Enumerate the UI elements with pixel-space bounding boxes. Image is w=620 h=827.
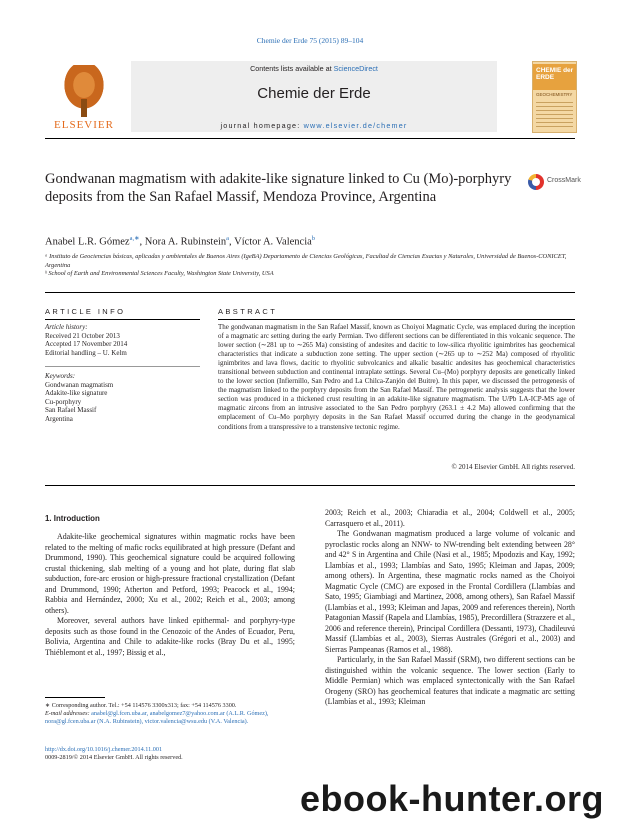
abstract-text: The gondwanan magmatism in the San Rafael Massif, known as Choiyoi Magmatic Cycle, was emplaced during the inception of a magmatic arc setting during the early Permian. Two different sections can be differentiated in this volcanic sequence. The lower section (∼281 up to ∼265 Ma) consisting of andesites and dacitic to low-silica rhyolitic ignimbrites has geochemical characteristics that indicate a subduction zone setting. The upper section (∼265 up to ∼252 Ma) composed of rhyolitic ignimbrites and lava flows, dacitic to rhyolitic subvolcanics and alkalic basaltic andesites has geochemical characteristics transitional between subduction and continental intraplate settings. Several Cu–(Mo) porphyry deposits are genetically linked to the lower section (Infiernillo, San Pedro and La Chilca-Zanjón del Buitre). In this paper, we discussed the petrogenesis of the magmatism linked to the porphyry deposits from the San Rafael Massif. The petrogenetic analysis suggests that the lower section was produced in a thickened crust resulting in an adakite-like signature magmatism. The U/Pb LA-ICP-MS age of magmatic zircons from an intrusive associated to the San Pedro porphyry (263.1 ± 4.2 Ma) allowed confirming that the emplacement of Cu–Mo porphyry deposits in the San Rafael Massif occurred during the change in the geodynamical conditions from a transpressive to a transtensive tectonic regime. — [218, 323, 575, 431]
history-label: Article history: — [45, 323, 88, 331]
section-heading: 1. Introduction — [45, 514, 100, 523]
article-history — [45, 323, 205, 357]
issn-line: 0009-2819/© 2014 Elsevier GmbH. All rights reserved. — [45, 754, 183, 762]
author-name: Víctor A. Valencia — [234, 236, 312, 248]
homepage-line: journal homepage: www.elsevier.de/chemer — [220, 121, 408, 130]
paragraph: Moreover, several authors have linked epithermal- and porphyry-type deposits such as those found in the Cenozoic of the Andes of Ecuador, Peru, Bolivia, Argentina and Chile to adakite-like rocks (Bray Du et al., 1995; Thiéblemont et al., 1997; Bissig et al., — [45, 616, 295, 657]
sciencedirect-link[interactable]: ScienceDirect — [333, 64, 378, 73]
keyword-item: Gondwanan magmatism — [45, 380, 114, 389]
homepage-link[interactable]: www.elsevier.de/chemer — [303, 121, 408, 130]
author-sup[interactable]: a,∗ — [129, 235, 140, 242]
cover-lines — [536, 102, 573, 128]
journal-banner — [131, 61, 497, 132]
keyword-item: Cu-porphyry — [45, 397, 82, 406]
keywords-rule — [45, 366, 200, 367]
abstract-rule — [218, 319, 575, 320]
elsevier-logo — [45, 61, 123, 133]
doi-block — [45, 746, 295, 762]
keywords — [45, 372, 205, 424]
author-name: Nora A. Rubinstein — [144, 236, 227, 248]
paragraph: The Gondwanan magmatism produced a large volume of volcanic and pyroclastic rocks along an NNW- to NW-trending belt extending between 28° and 42° S in Argentina and Chile (Nasi et al., 1985; Mpodozis and Kay, 1992; Llambías et al., 1993; Llambías and Sato, 1995; Kleiman and Japas, 2009; among others). In Argentina, these magmatic rocks named as the Choiyoi Magmatic Cycle (CMC) are exposed in the Frontal Cordillera (Llambías and Sato, 1995; Giambiagi and Martinez, 2008, among others), San Rafael Massif (Llambías et al., 1993; Kleiman and Japas, 2009 and references therein), North Patagonian Massif (Rapela and Llambías, 1985), Precordillera (Strazzere et al., 2006 and reference therein), Principal Cordillera (Dessanti, 1973), Chadileuvú Massif (Llambías et al., 2003), Sierras Australes (Grégori et al., 2003) and Sierras Pampeanas (Ramos et al., 1988). — [325, 529, 575, 654]
right-column — [325, 508, 575, 708]
affiliation-b: ᵇ School of Earth and Environmental Sciences Faculty, Washington State University, USA — [45, 270, 274, 277]
article-info-rule — [45, 319, 200, 320]
journal-cover-thumbnail — [532, 61, 577, 133]
publisher-name: ELSEVIER — [54, 119, 114, 131]
body-divider — [45, 485, 575, 486]
keywords-label: Keywords: — [45, 372, 76, 380]
history-item: Received 21 October 2013 — [45, 331, 120, 340]
crossmark-label: CrossMark — [547, 177, 581, 184]
author-list: Anabel L.R. Gómez$^{a,∗}$, Nora A. Rubinstein$^a$, Víctor A. Valencia$^b$ — [45, 235, 316, 248]
contents-line: Contents lists available at ScienceDirect — [250, 64, 378, 73]
journal-name: Chemie der Erde — [257, 85, 371, 102]
email-links[interactable]: anabel@gl.fcen.uba.ar, anabelgomez7@yahoo.com.ar (A.L.R. Gómez), nora@gl.fcen.uba.ar (N.A. Rubinstein), victor.valencia@wsu.edu (V.A. Valencia). — [45, 710, 269, 726]
article-info-heading: ARTICLE INFO — [45, 307, 126, 316]
doi-link[interactable]: http://dx.doi.org/10.1016/j.chemer.2014.11.001 — [45, 746, 163, 753]
cover-title: CHEMIE der ERDE — [536, 67, 574, 81]
journal-reference[interactable]: Chemie der Erde 75 (2015) 89–104 — [256, 36, 364, 45]
crossmark-badge[interactable] — [528, 174, 584, 194]
keyword-item: San Rafael Massif — [45, 406, 97, 415]
paragraph: Particularly, in the San Rafael Massif (SRM), two different sections can be distinguished within the volcanic sequence. The lower section (Early to Middle Permian) which was emplaced syntectonically with the San Rafael Orogeny (SRO) has geochemical features that indicate a magmatic arc setting (Llambías et al., 1993; Kleiman — [325, 655, 575, 706]
cover-subtitle: GEOCHEMISTRY — [536, 92, 573, 97]
paragraph: 2003; Reich et al., 2003; Chiaradia et al., 2004; Coldwell et al., 2005; Carrasquero et al., 2011). — [325, 508, 575, 528]
affiliation-a: ᵃ Instituto de Geociencias básicas, aplicadas y ambientales de Buenos Aires (IgeBA) Departamento de Ciencias Geológicas, Facultad de Ciencias Exactas y Naturales, Universidad de Buenos-CONICET, Argentina — [45, 253, 567, 269]
keyword-item: Argentina — [45, 414, 73, 423]
trunk-icon — [81, 99, 87, 117]
author-name: Anabel L.R. Gómez — [45, 236, 130, 248]
footnote — [45, 702, 295, 727]
author-sup[interactable]: b — [311, 235, 316, 242]
left-column — [45, 532, 295, 658]
abstract-copyright: © 2014 Elsevier GmbH. All rights reserved. — [451, 463, 575, 471]
masthead — [45, 61, 575, 136]
corresponding-author: ∗ Corresponding author. Tel.: +54 114576 3300x313; fax: +54 114576 3300. — [45, 702, 237, 709]
footnote-rule — [45, 697, 105, 698]
keyword-item: Adakite-like signature — [45, 389, 108, 398]
paragraph: Adakite-like geochemical signatures within magmatic rocks have been related to the melting of mafic rocks equilibrated at high pressure (Defant and Drummond, 1990). This geochemical signature could be acquired following crustal thickening, slab melting of a young and hot plate, during flat slab subduction, fore-arc erosion or high-pressure fractional crystallization (Defant and Drummond, 1990; Atherton and Petford, 1993; Peacock et al., 1994; Rabbia and Hernández, 2000; Xu et al., 2002; Reich et al., 2003; among others). — [45, 532, 295, 615]
watermark: ebook-hunter.org — [300, 778, 604, 819]
history-item: Editorial handling – U. Kelm — [45, 348, 127, 357]
article-title: Gondwanan magmatism with adakite-like signature linked to Cu (Mo)-porphyry deposits from the San Rafael Massif, Mendoza Province, Argentina — [45, 171, 512, 205]
abstract-heading: ABSTRACT — [218, 307, 278, 316]
history-item: Accepted 17 November 2014 — [45, 340, 128, 349]
author-sup[interactable]: a — [226, 235, 230, 242]
header-divider — [45, 138, 575, 139]
email-line: E-mail addresses: anabel@gl.fcen.uba.ar, anabelgomez7@yahoo.com.ar (A.L.R. Gómez), nora@gl.fcen.uba.ar (N.A. Rubinstein), victor.valencia@wsu.edu (V.A. Valencia). — [45, 710, 269, 726]
crossmark-icon-center — [532, 178, 540, 186]
affiliation-divider — [45, 292, 575, 293]
